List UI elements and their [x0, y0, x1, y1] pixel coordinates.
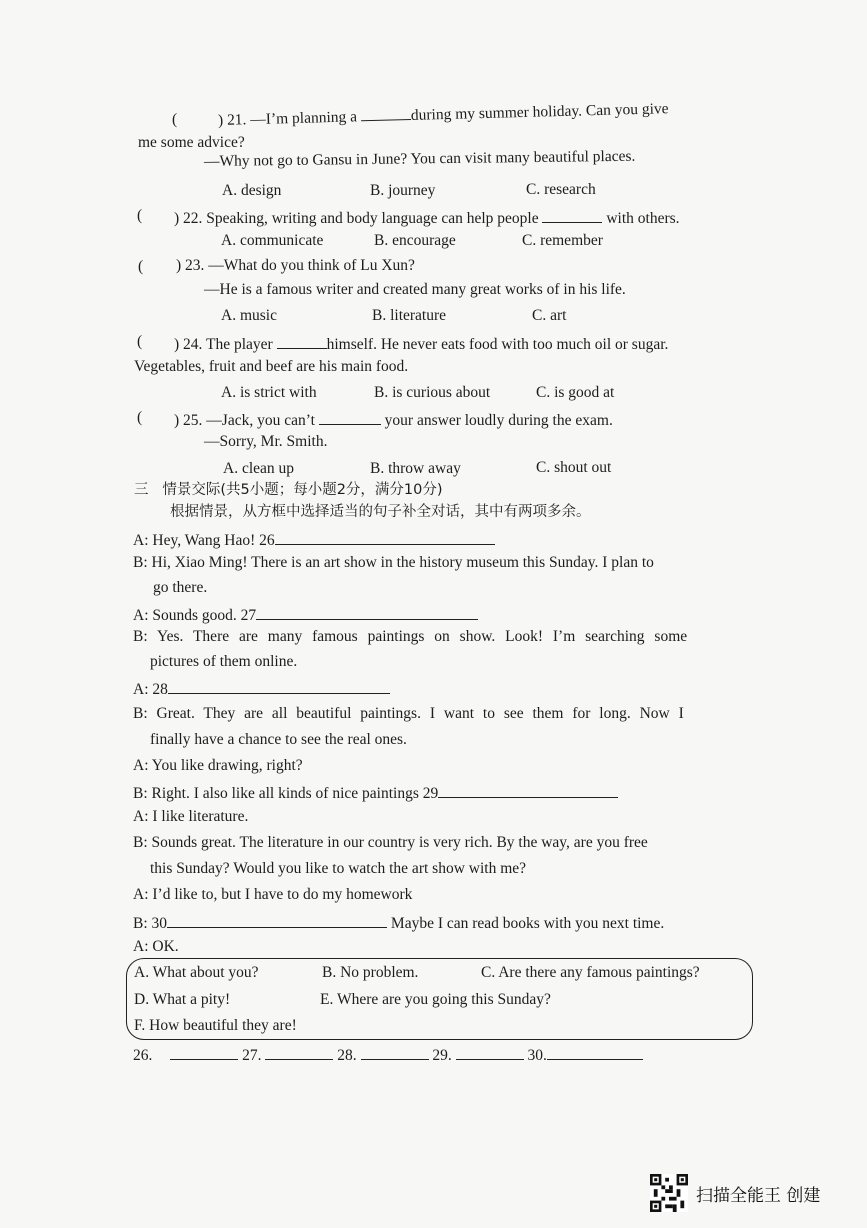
q21-stem-cont: me some advice? [138, 134, 245, 151]
dialogue-line-13: A: OK. [133, 938, 179, 955]
q24-paren: ( [137, 333, 143, 350]
q24-stem-cont: Vegetables, fruit and beef are his main food. [134, 358, 409, 375]
blank-27[interactable] [256, 603, 478, 620]
q21-paren: ( [172, 111, 178, 128]
q23-option-c[interactable]: C. art [532, 307, 567, 324]
dialogue-line-10b: this Sunday? Would you like to watch the art show with me? [150, 860, 527, 877]
answer-label-27: 27. [242, 1047, 262, 1064]
q22-option-a[interactable]: A. communicate [221, 232, 324, 249]
dialogue-line-2: B: Hi, Xiao Ming! There is an art show in the history museum this Sunday. I plan to [133, 554, 654, 571]
q21-blank[interactable] [361, 103, 411, 121]
blank-26[interactable] [275, 528, 495, 545]
qr-code-icon [650, 1174, 688, 1212]
choice-d[interactable]: D. What a pity! [134, 991, 231, 1008]
q25-option-b[interactable]: B. throw away [370, 460, 461, 477]
q23-option-a[interactable]: A. music [221, 307, 277, 324]
scanner-watermark [650, 1174, 820, 1212]
choice-b[interactable]: B. No problem. [322, 964, 419, 981]
dialogue-line-10: B: Sounds great. The literature in our country is very rich. By the way, are you free [133, 834, 648, 851]
choice-c[interactable]: C. Are there any famous paintings? [481, 964, 700, 981]
blank-28[interactable] [168, 677, 390, 694]
answer-blank-27[interactable] [265, 1043, 333, 1060]
answer-label-26: 26. [133, 1047, 153, 1064]
section-3-heading: 三 情景交际(共5小题；每小题2分，满分10分) [134, 482, 443, 498]
answer-blank-29[interactable] [456, 1043, 524, 1060]
dialogue-line-5: A: 28 [133, 677, 390, 700]
q25-blank[interactable] [319, 408, 381, 425]
q23-stem: ) 23. —What do you think of Lu Xun? [176, 257, 415, 274]
q23-reply: —He is a famous writer and created many great works of in his life. [204, 281, 626, 298]
answer-label-28: 28. [337, 1047, 357, 1064]
q25-paren: ( [137, 409, 143, 426]
q25-reply: —Sorry, Mr. Smith. [204, 433, 328, 450]
q25-stem: ) 25. —Jack, you can’t your answer loudly during the exam. [174, 408, 613, 431]
q24-stem: ) 24. The player himself. He never eats food with too much oil or sugar. [174, 332, 668, 355]
blank-29[interactable] [438, 781, 618, 798]
dialogue-line-3: A: Sounds good. 27 [133, 603, 478, 626]
q21-reply: —Why not go to Gansu in June? You can visit many beautiful places. [203, 147, 636, 170]
q25-option-a[interactable]: A. clean up [223, 460, 295, 477]
q21-option-c[interactable]: C. research [526, 181, 596, 198]
q22-paren: ( [137, 207, 143, 224]
answer-line [133, 1043, 643, 1066]
q24-option-a[interactable]: A. is strict with [221, 384, 317, 401]
choice-f[interactable]: F. How beautiful they are! [134, 1017, 297, 1034]
dialogue-line-8: B: Right. I also like all kinds of nice paintings 29 [133, 781, 618, 804]
dialogue-line-12: B: 30 Maybe I can read books with you next time. [133, 911, 664, 934]
q23-option-b[interactable]: B. literature [372, 307, 447, 324]
choice-a[interactable]: A. What about you? [134, 964, 259, 981]
q23-paren: ( [138, 258, 144, 275]
answer-blank-26[interactable] [170, 1043, 238, 1060]
watermark-text: 扫描全能王 创建 [696, 1185, 821, 1206]
q21-stem: ) 21. —I’m planning a during my summer holiday. Can you give [217, 100, 669, 129]
dialogue-line-1: A: Hey, Wang Hao! 26 [133, 528, 495, 551]
dialogue-line-4b: pictures of them online. [150, 653, 298, 670]
answer-label-30: 30. [527, 1047, 547, 1064]
q24-option-c[interactable]: C. is good at [536, 384, 615, 401]
dialogue-line-2b: go there. [153, 579, 208, 596]
dialogue-line-4: B: Yes. There are many famous paintings on show. Look! I’m searching some [133, 628, 688, 645]
dialogue-line-9: A: I like literature. [133, 808, 249, 825]
q22-option-b[interactable]: B. encourage [374, 232, 456, 249]
section-3-instruction: 根据情景，从方框中选择适当的句子补全对话，其中有两项多余。 [170, 504, 591, 520]
answer-blank-28[interactable] [361, 1043, 429, 1060]
dialogue-line-6b: finally have a chance to see the real ones. [150, 731, 407, 748]
answer-label-29: 29. [432, 1047, 452, 1064]
q25-option-c[interactable]: C. shout out [536, 459, 612, 476]
choice-e[interactable]: E. Where are you going this Sunday? [320, 991, 551, 1008]
q24-option-b[interactable]: B. is curious about [374, 384, 491, 401]
dialogue-line-6: B: Great. They are all beautiful paintings. I want to see them for long. Now I [133, 705, 684, 722]
q21-option-a[interactable]: A. design [222, 182, 282, 199]
dialogue-line-7: A: You like drawing, right? [133, 757, 303, 774]
blank-30[interactable] [167, 911, 387, 928]
q22-option-c[interactable]: C. remember [522, 232, 603, 249]
answer-blank-30[interactable] [547, 1043, 643, 1060]
q24-blank[interactable] [277, 332, 327, 349]
q21-option-b[interactable]: B. journey [370, 182, 436, 199]
q22-blank[interactable] [542, 206, 602, 223]
q22-stem: ) 22. Speaking, writing and body language can help people with others. [174, 206, 680, 229]
dialogue-line-11: A: I’d like to, but I have to do my homework [133, 886, 413, 903]
